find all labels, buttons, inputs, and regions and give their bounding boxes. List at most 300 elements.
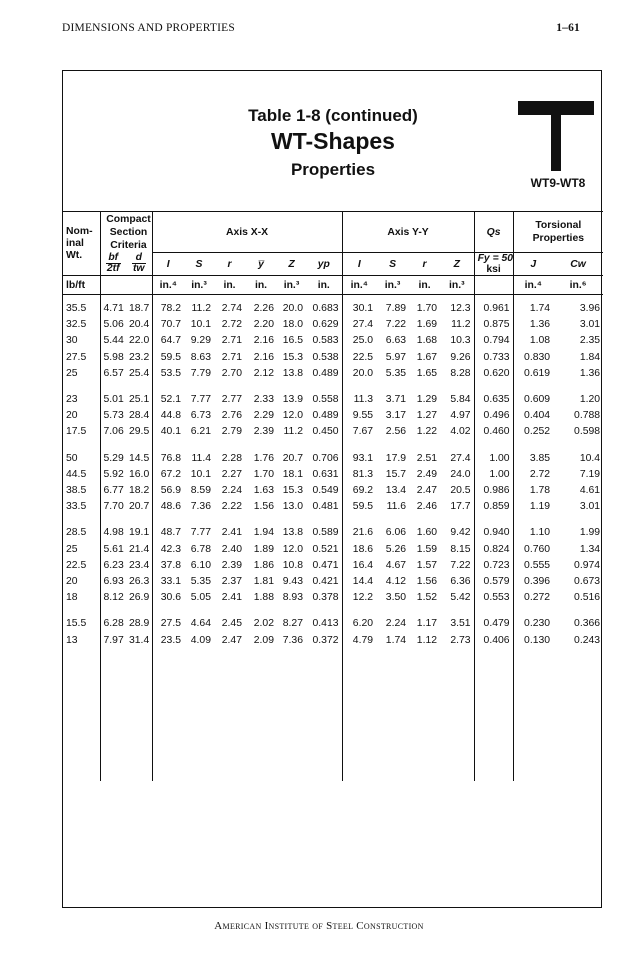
value-cell: 0.875 bbox=[474, 317, 513, 333]
value-cell: 0.252 bbox=[513, 424, 553, 444]
value-cell: 76.8 bbox=[152, 445, 184, 467]
value-cell: 67.2 bbox=[152, 467, 184, 483]
value-cell: 3.71 bbox=[385, 394, 407, 406]
unit-iy: in.⁴ bbox=[342, 276, 376, 295]
value-cell: 0.558 bbox=[312, 394, 339, 406]
value-cell: 2.72 bbox=[513, 467, 553, 483]
value-cell: 5.92 bbox=[100, 467, 126, 483]
value-cell: 1.74 bbox=[513, 295, 553, 318]
value-cell: 0.450 bbox=[312, 426, 339, 438]
value-cell: 4.71 bbox=[100, 295, 126, 318]
value-cell: 48.7 bbox=[152, 519, 184, 541]
value-cell: 2.39 bbox=[221, 559, 242, 571]
value-cell: 6.78 bbox=[190, 543, 211, 555]
value-cell: 1.65 bbox=[416, 367, 438, 379]
table-row bbox=[63, 333, 603, 349]
value-cell: 0.372 bbox=[312, 634, 339, 646]
value-cell: 26.9 bbox=[129, 592, 150, 604]
value-cell: 59.5 bbox=[152, 350, 184, 366]
value-cell: 1.81 bbox=[253, 576, 274, 588]
value-cell: 1.69 bbox=[416, 319, 438, 331]
nominal-weight-cell: 25 bbox=[66, 543, 78, 555]
value-cell: 0.788 bbox=[574, 410, 601, 422]
table-row bbox=[63, 483, 603, 499]
value-cell: 0.635 bbox=[474, 386, 513, 408]
value-cell: 18.1 bbox=[282, 468, 303, 480]
nominal-weight-cell: 44.5 bbox=[66, 468, 87, 480]
value-cell: 1.22 bbox=[416, 426, 438, 438]
value-cell: 1.78 bbox=[513, 483, 553, 499]
value-cell: 2.76 bbox=[221, 410, 242, 422]
shape-range-label: WT9-WT8 bbox=[530, 176, 586, 190]
value-cell: 4.67 bbox=[385, 559, 407, 571]
nominal-weight-cell: 23 bbox=[66, 394, 78, 406]
value-cell: 1.76 bbox=[253, 452, 274, 464]
value-cell: 6.36 bbox=[450, 576, 471, 588]
value-cell: 30.1 bbox=[342, 295, 376, 318]
value-cell: 2.56 bbox=[385, 426, 407, 438]
value-cell: 10.1 bbox=[190, 468, 211, 480]
unit-cw: in.⁶ bbox=[553, 276, 603, 295]
value-cell: 3.01 bbox=[579, 319, 601, 331]
value-cell: 16.4 bbox=[342, 558, 376, 574]
value-cell: 28.9 bbox=[129, 618, 150, 630]
value-cell: 1.29 bbox=[416, 394, 438, 406]
value-cell: 2.37 bbox=[221, 576, 242, 588]
unit-ry: in. bbox=[409, 276, 440, 295]
value-cell: 1.34 bbox=[579, 543, 601, 555]
table-row bbox=[63, 317, 603, 333]
value-cell: 2.77 bbox=[221, 394, 242, 406]
value-cell: 2.47 bbox=[416, 485, 438, 497]
value-cell: 2.22 bbox=[221, 501, 242, 513]
value-cell: 1.63 bbox=[253, 485, 274, 497]
unit-yp: in. bbox=[306, 276, 342, 295]
value-cell: 0.489 bbox=[312, 410, 339, 422]
rx-header: r bbox=[227, 258, 232, 270]
value-cell: 0.733 bbox=[474, 350, 513, 366]
value-cell: 6.10 bbox=[190, 559, 211, 571]
value-cell: 16.0 bbox=[129, 468, 150, 480]
value-cell: 25.0 bbox=[342, 333, 376, 349]
value-cell: 13.8 bbox=[282, 367, 303, 379]
fy-header: Fy = 50 ksi bbox=[474, 253, 513, 276]
value-cell: 4.61 bbox=[579, 485, 601, 497]
value-cell: 0.673 bbox=[574, 576, 601, 588]
value-cell: 12.2 bbox=[342, 590, 376, 610]
value-cell: 20.7 bbox=[282, 452, 303, 464]
table-row bbox=[63, 408, 603, 424]
running-head-section: DIMENSIONS AND PROPERTIES bbox=[62, 22, 235, 34]
value-cell: 27.4 bbox=[450, 452, 471, 464]
bf-2tf-header: $\frac{bf}{2tf}$ bbox=[100, 253, 126, 276]
value-cell: 0.961 bbox=[474, 295, 513, 318]
value-cell: 11.3 bbox=[342, 386, 376, 408]
value-cell: 21.4 bbox=[129, 543, 150, 555]
value-cell: 22.0 bbox=[129, 335, 150, 347]
value-cell: 7.22 bbox=[385, 319, 407, 331]
value-cell: 5.84 bbox=[450, 394, 471, 406]
value-cell: 2.47 bbox=[221, 634, 242, 646]
value-cell: 5.26 bbox=[385, 543, 407, 555]
value-cell: 1.70 bbox=[253, 468, 274, 480]
value-cell: 56.9 bbox=[152, 483, 184, 499]
value-cell: 81.3 bbox=[342, 467, 376, 483]
value-cell: 11.2 bbox=[451, 319, 471, 331]
value-cell: 40.1 bbox=[152, 424, 184, 444]
value-cell: 5.73 bbox=[100, 408, 126, 424]
value-cell: 8.28 bbox=[450, 367, 471, 379]
value-cell: 2.49 bbox=[416, 468, 438, 480]
value-cell: 5.35 bbox=[190, 576, 211, 588]
value-cell: 0.406 bbox=[474, 633, 513, 649]
value-cell: 2.27 bbox=[221, 468, 242, 480]
table-number: Table 1-8 (continued) bbox=[248, 106, 418, 125]
blank-row bbox=[63, 737, 603, 759]
value-cell: 2.16 bbox=[253, 351, 274, 363]
value-cell: 13.8 bbox=[282, 527, 303, 539]
table-row bbox=[63, 610, 603, 632]
value-cell: 0.555 bbox=[513, 558, 553, 574]
value-cell: 8.63 bbox=[190, 351, 211, 363]
table-row bbox=[63, 445, 603, 467]
value-cell: 44.8 bbox=[152, 408, 184, 424]
nominal-weight-cell: 28.5 bbox=[66, 527, 87, 539]
value-cell: 0.404 bbox=[513, 408, 553, 424]
value-cell: 1.56 bbox=[253, 501, 274, 513]
value-cell: 13.9 bbox=[282, 394, 303, 406]
value-cell: 20.0 bbox=[282, 303, 303, 314]
d-tw-header: $\frac{d}{tw}$ bbox=[132, 252, 145, 275]
value-cell: 1.88 bbox=[253, 592, 274, 604]
sy-header: S bbox=[389, 258, 396, 270]
unit-lbft: lb/ft bbox=[63, 276, 100, 295]
zx-header: Z bbox=[288, 258, 295, 270]
value-cell: 4.79 bbox=[342, 633, 376, 649]
value-cell: 6.73 bbox=[190, 410, 211, 422]
unit-rx: in. bbox=[214, 276, 245, 295]
value-cell: 27.5 bbox=[152, 610, 184, 632]
value-cell: 1.94 bbox=[253, 527, 274, 539]
value-cell: 7.77 bbox=[190, 394, 211, 406]
value-cell: 0.974 bbox=[574, 559, 601, 571]
value-cell: 0.130 bbox=[513, 633, 553, 649]
value-cell: 2.45 bbox=[221, 618, 242, 630]
blank-row bbox=[63, 649, 603, 671]
nominal-weight-header: Nom-inal Wt. bbox=[63, 212, 100, 276]
value-cell: 0.272 bbox=[513, 590, 553, 610]
table-row bbox=[63, 499, 603, 519]
value-cell: 69.2 bbox=[342, 483, 376, 499]
value-cell: 6.63 bbox=[385, 335, 407, 347]
compact-criteria-header: Compact Section Criteria bbox=[100, 212, 152, 253]
value-cell: 0.553 bbox=[474, 590, 513, 610]
nominal-weight-cell: 32.5 bbox=[66, 319, 87, 331]
table-body bbox=[63, 295, 603, 781]
value-cell: 37.8 bbox=[152, 558, 184, 574]
nominal-weight-cell: 13 bbox=[66, 634, 78, 646]
value-cell: 64.7 bbox=[152, 333, 184, 349]
value-cell: 8.59 bbox=[190, 485, 211, 497]
blank-row bbox=[63, 715, 603, 737]
value-cell: 0.830 bbox=[513, 350, 553, 366]
value-cell: 9.29 bbox=[190, 335, 211, 347]
blank-row bbox=[63, 759, 603, 781]
value-cell: 0.396 bbox=[513, 574, 553, 590]
value-cell: 7.97 bbox=[100, 633, 126, 649]
value-cell: 12.0 bbox=[282, 410, 303, 422]
table-row bbox=[63, 424, 603, 444]
value-cell: 4.09 bbox=[190, 634, 211, 646]
value-cell: 14.4 bbox=[342, 574, 376, 590]
value-cell: 2.39 bbox=[253, 426, 274, 438]
value-cell: 24.0 bbox=[450, 468, 471, 480]
value-cell: 2.71 bbox=[221, 351, 242, 363]
value-cell: 1.19 bbox=[513, 499, 553, 519]
value-cell: 8.12 bbox=[100, 590, 126, 610]
value-cell: 53.5 bbox=[152, 366, 184, 386]
value-cell: 0.583 bbox=[312, 335, 339, 347]
value-cell: 4.12 bbox=[385, 576, 407, 588]
table-frame bbox=[62, 70, 602, 908]
value-cell: 1.86 bbox=[253, 559, 274, 571]
iy-header: I bbox=[342, 253, 376, 276]
nominal-weight-cell: 50 bbox=[66, 452, 78, 464]
value-cell: 5.05 bbox=[190, 592, 211, 604]
value-cell: 17.9 bbox=[385, 452, 407, 464]
value-cell: 0.609 bbox=[513, 386, 553, 408]
yp-header: yp bbox=[317, 258, 330, 270]
value-cell: 33.1 bbox=[152, 574, 184, 590]
value-cell: 28.4 bbox=[129, 410, 150, 422]
value-cell: 10.4 bbox=[579, 452, 601, 464]
value-cell: 1.89 bbox=[253, 543, 274, 555]
value-cell: 25.1 bbox=[129, 394, 150, 406]
value-cell: 8.15 bbox=[450, 543, 471, 555]
value-cell: 2.40 bbox=[221, 543, 242, 555]
value-cell: 4.97 bbox=[450, 410, 471, 422]
value-cell: 0.413 bbox=[312, 618, 339, 630]
value-cell: 2.79 bbox=[221, 426, 242, 438]
value-cell: 20.4 bbox=[129, 319, 150, 331]
value-cell: 2.70 bbox=[221, 367, 242, 379]
value-cell: 52.1 bbox=[152, 386, 184, 408]
value-cell: 26.3 bbox=[129, 576, 150, 588]
value-cell: 0.589 bbox=[312, 527, 339, 539]
value-cell: 8.93 bbox=[282, 592, 303, 604]
value-cell: 48.6 bbox=[152, 499, 184, 519]
value-cell: 0.366 bbox=[574, 618, 601, 630]
value-cell: 7.36 bbox=[282, 634, 303, 646]
value-cell: 1.59 bbox=[416, 543, 438, 555]
value-cell: 1.00 bbox=[474, 467, 513, 483]
value-cell: 0.521 bbox=[312, 543, 339, 555]
value-cell: 0.538 bbox=[312, 351, 339, 363]
zy-header: Z bbox=[453, 258, 460, 270]
value-cell: 8.27 bbox=[282, 618, 303, 630]
value-cell: 10.1 bbox=[190, 319, 211, 331]
page-number: 1–61 bbox=[556, 22, 580, 34]
value-cell: 2.20 bbox=[253, 319, 274, 331]
ix-header: I bbox=[152, 253, 184, 276]
value-cell: 0.489 bbox=[312, 367, 339, 379]
nominal-weight-cell: 15.5 bbox=[66, 618, 87, 630]
value-cell: 21.6 bbox=[342, 519, 376, 541]
j-header: J bbox=[513, 253, 553, 276]
nominal-weight-cell: 27.5 bbox=[66, 351, 87, 363]
value-cell: 1.12 bbox=[416, 634, 438, 646]
value-cell: 93.1 bbox=[342, 445, 376, 467]
value-cell: 2.72 bbox=[221, 319, 242, 331]
value-cell: 2.09 bbox=[253, 634, 274, 646]
table-subtitle: Properties bbox=[290, 160, 376, 179]
value-cell: 1.57 bbox=[416, 559, 438, 571]
value-cell: 11.6 bbox=[386, 501, 407, 513]
nominal-weight-cell: 35.5 bbox=[66, 303, 87, 314]
value-cell: 1.52 bbox=[416, 592, 438, 604]
value-cell: 23.4 bbox=[129, 559, 150, 571]
value-cell: 4.98 bbox=[100, 519, 126, 541]
value-cell: 1.08 bbox=[513, 333, 553, 349]
value-cell: 2.28 bbox=[221, 452, 242, 464]
value-cell: 2.46 bbox=[416, 501, 438, 513]
value-cell: 0.460 bbox=[474, 424, 513, 444]
value-cell: 12.3 bbox=[450, 303, 471, 314]
value-cell: 3.17 bbox=[385, 410, 407, 422]
nominal-weight-cell: 17.5 bbox=[66, 426, 87, 438]
value-cell: 2.29 bbox=[253, 410, 274, 422]
value-cell: 6.93 bbox=[100, 574, 126, 590]
nominal-weight-cell: 33.5 bbox=[66, 501, 87, 513]
value-cell: 4.02 bbox=[450, 426, 471, 438]
qs-header: Qs bbox=[474, 212, 513, 253]
value-cell: 27.4 bbox=[342, 317, 376, 333]
value-cell: 70.7 bbox=[152, 317, 184, 333]
value-cell: 23.2 bbox=[129, 351, 150, 363]
value-cell: 6.06 bbox=[385, 527, 407, 539]
value-cell: 2.24 bbox=[221, 485, 242, 497]
value-cell: 0.859 bbox=[474, 499, 513, 519]
value-cell: 2.74 bbox=[221, 303, 242, 314]
value-cell: 3.50 bbox=[385, 592, 407, 604]
value-cell: 0.471 bbox=[312, 559, 339, 571]
unit-j: in.⁴ bbox=[513, 276, 553, 295]
value-cell: 6.57 bbox=[100, 366, 126, 386]
value-cell: 5.29 bbox=[100, 445, 126, 467]
torsional-header: Torsional Properties bbox=[513, 212, 603, 253]
value-cell: 5.01 bbox=[100, 386, 126, 408]
value-cell: 1.70 bbox=[416, 303, 438, 314]
value-cell: 0.723 bbox=[474, 558, 513, 574]
value-cell: 4.64 bbox=[190, 618, 211, 630]
value-cell: 5.35 bbox=[385, 367, 407, 379]
value-cell: 1.36 bbox=[579, 367, 601, 379]
table-row bbox=[63, 590, 603, 610]
nominal-weight-cell: 22.5 bbox=[66, 559, 87, 571]
value-cell: 1.00 bbox=[474, 445, 513, 467]
value-cell: 7.19 bbox=[579, 468, 601, 480]
value-cell: 5.97 bbox=[385, 351, 407, 363]
value-cell: 12.0 bbox=[282, 543, 303, 555]
value-cell: 1.60 bbox=[416, 527, 438, 539]
value-cell: 20.0 bbox=[342, 366, 376, 386]
value-cell: 0.824 bbox=[474, 542, 513, 558]
nominal-weight-cell: 20 bbox=[66, 410, 78, 422]
value-cell: 15.3 bbox=[282, 351, 303, 363]
table-row bbox=[63, 366, 603, 386]
value-cell: 22.5 bbox=[342, 350, 376, 366]
value-cell: 6.77 bbox=[100, 483, 126, 499]
value-cell: 3.01 bbox=[579, 501, 601, 513]
table-row bbox=[63, 519, 603, 541]
value-cell: 2.16 bbox=[253, 335, 274, 347]
value-cell: 0.619 bbox=[513, 366, 553, 386]
blank-row bbox=[63, 693, 603, 715]
value-cell: 30.6 bbox=[152, 590, 184, 610]
value-cell: 5.06 bbox=[100, 317, 126, 333]
value-cell: 2.02 bbox=[253, 618, 274, 630]
value-cell: 18.6 bbox=[342, 542, 376, 558]
properties-table bbox=[63, 211, 603, 781]
value-cell: 0.479 bbox=[474, 610, 513, 632]
value-cell: 3.51 bbox=[450, 618, 471, 630]
value-cell: 6.20 bbox=[342, 610, 376, 632]
value-cell: 0.378 bbox=[312, 592, 339, 604]
value-cell: 23.5 bbox=[152, 633, 184, 649]
value-cell: 2.12 bbox=[253, 367, 274, 379]
table-row bbox=[63, 350, 603, 366]
value-cell: 1.56 bbox=[416, 576, 438, 588]
footer: American Institute of Steel Construction bbox=[214, 920, 424, 932]
value-cell: 0.940 bbox=[474, 519, 513, 541]
value-cell: 0.481 bbox=[312, 501, 339, 513]
value-cell: 16.5 bbox=[282, 335, 303, 347]
unit-sy: in.³ bbox=[376, 276, 409, 295]
value-cell: 2.24 bbox=[385, 618, 407, 630]
value-cell: 20.5 bbox=[450, 485, 471, 497]
blank-row bbox=[63, 671, 603, 693]
value-cell: 20.7 bbox=[129, 501, 150, 513]
value-cell: 31.4 bbox=[129, 634, 150, 646]
unit-ybar: in. bbox=[245, 276, 277, 295]
value-cell: 10.8 bbox=[282, 559, 303, 571]
value-cell: 13.4 bbox=[385, 485, 407, 497]
table-row bbox=[63, 558, 603, 574]
value-cell: 0.794 bbox=[474, 333, 513, 349]
value-cell: 2.73 bbox=[450, 634, 471, 646]
value-cell: 78.2 bbox=[152, 295, 184, 318]
value-cell: 1.84 bbox=[579, 351, 601, 363]
axis-yy-header: Axis Y-Y bbox=[342, 212, 474, 253]
value-cell: 7.36 bbox=[190, 501, 211, 513]
value-cell: 0.579 bbox=[474, 574, 513, 590]
value-cell: 1.27 bbox=[416, 410, 438, 422]
value-cell: 1.20 bbox=[579, 394, 601, 406]
value-cell: 9.43 bbox=[282, 576, 303, 588]
ry-header: r bbox=[422, 258, 427, 270]
table-row bbox=[63, 295, 603, 318]
value-cell: 7.79 bbox=[190, 367, 211, 379]
axis-xx-header: Axis X-X bbox=[152, 212, 342, 253]
value-cell: 1.17 bbox=[416, 618, 438, 630]
value-cell: 0.706 bbox=[312, 452, 339, 464]
value-cell: 1.10 bbox=[513, 519, 553, 541]
value-cell: 1.99 bbox=[579, 527, 601, 539]
table-row bbox=[63, 467, 603, 483]
nominal-weight-cell: 20 bbox=[66, 576, 78, 588]
value-cell: 3.96 bbox=[579, 303, 601, 314]
value-cell: 18.7 bbox=[129, 303, 150, 314]
